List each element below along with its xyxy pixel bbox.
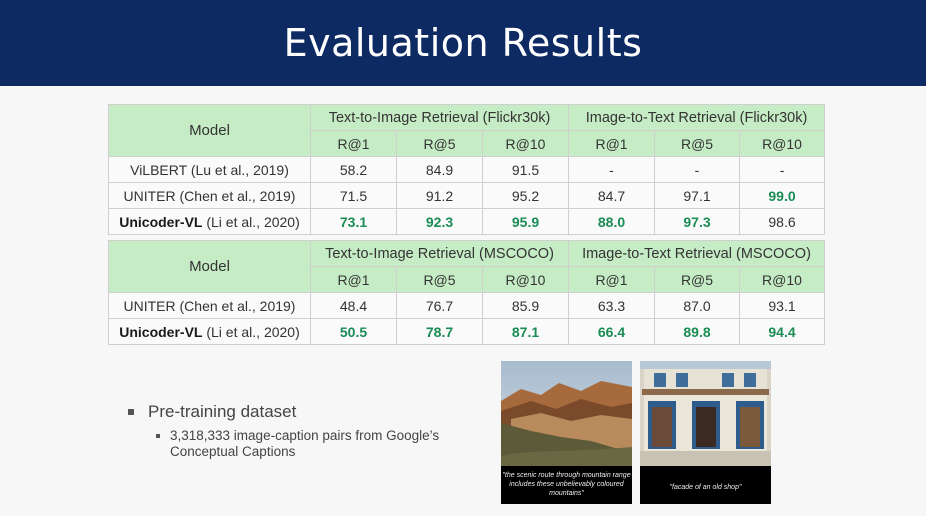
slide-title: Evaluation Results <box>283 21 643 65</box>
score-cell: 85.9 <box>483 293 569 319</box>
text-to-image-header: Text-to-Image Retrieval (MSCOCO) <box>311 241 569 267</box>
title-bar <box>0 0 926 86</box>
metric-header: R@1 <box>311 131 397 157</box>
model-column-header: Model <box>109 105 311 157</box>
model-name-rest: ViLBERT (Lu et al., 2019) <box>130 161 289 178</box>
score-cell: 93.1 <box>740 293 825 319</box>
text-to-image-header: Text-to-Image Retrieval (Flickr30k) <box>311 105 569 131</box>
model-name-rest: (Li et al., 2020) <box>202 323 300 340</box>
metric-header: R@1 <box>569 267 655 293</box>
sub-bullet-item <box>156 428 458 460</box>
mscoco-results-table <box>108 240 825 345</box>
best-score-cell: 94.4 <box>740 319 825 345</box>
image-caption: "the scenic route through mountain range includes these unbelievably coloured mountains" <box>502 472 631 497</box>
bullet-square-icon <box>156 434 160 438</box>
metric-header: R@1 <box>569 131 655 157</box>
score-cell: 48.4 <box>311 293 397 319</box>
metric-header: R@10 <box>483 267 569 293</box>
best-score-cell: 78.7 <box>397 319 483 345</box>
best-score-cell: 66.4 <box>569 319 655 345</box>
metric-header: R@5 <box>397 131 483 157</box>
model-name-rest: UNITER (Chen et al., 2019) <box>123 187 296 204</box>
score-cell: - <box>740 157 825 183</box>
image-caption: "facade of an old shop" <box>669 484 742 491</box>
score-cell: 97.1 <box>655 183 740 209</box>
mountain-example-image <box>501 361 632 504</box>
model-name-rest: UNITER (Chen et al., 2019) <box>123 297 296 314</box>
mountain-photo <box>501 361 632 466</box>
score-cell: 87.0 <box>655 293 740 319</box>
model-name-cell <box>109 209 311 235</box>
sub-bullet-text: 3,318,333 image-caption pairs from Google’s Conceptual Captions <box>170 428 440 459</box>
best-score-cell: 95.9 <box>483 209 569 235</box>
score-cell: 91.2 <box>397 183 483 209</box>
score-cell: 71.5 <box>311 183 397 209</box>
bullet-list <box>128 402 458 460</box>
image-to-text-header: Image-to-Text Retrieval (Flickr30k) <box>569 105 825 131</box>
score-cell: 84.9 <box>397 157 483 183</box>
bullet-text: Pre-training dataset <box>148 402 297 421</box>
metric-header: R@5 <box>655 267 740 293</box>
score-cell: - <box>655 157 740 183</box>
metric-header: R@10 <box>483 131 569 157</box>
model-name-bold: Unicoder-VL <box>119 213 203 230</box>
model-name-cell <box>109 157 311 183</box>
metric-header: R@10 <box>740 267 825 293</box>
flickr30k-results-table <box>108 104 825 235</box>
metric-header: R@5 <box>397 267 483 293</box>
model-name-bold: Unicoder-VL <box>119 323 203 340</box>
score-cell: 98.6 <box>740 209 825 235</box>
model-name-cell <box>109 183 311 209</box>
metric-header: R@1 <box>311 267 397 293</box>
table-row <box>109 183 825 209</box>
table-row <box>109 293 825 319</box>
best-score-cell: 87.1 <box>483 319 569 345</box>
metric-header: R@10 <box>740 131 825 157</box>
model-name-rest: (Li et al., 2020) <box>202 213 300 230</box>
shop-example-image <box>640 361 771 504</box>
best-score-cell: 97.3 <box>655 209 740 235</box>
best-score-cell: 89.8 <box>655 319 740 345</box>
bullet-square-icon <box>128 409 134 415</box>
score-cell: 84.7 <box>569 183 655 209</box>
score-cell: - <box>569 157 655 183</box>
best-score-cell: 50.5 <box>311 319 397 345</box>
table-row <box>109 319 825 345</box>
score-cell: 58.2 <box>311 157 397 183</box>
shop-facade-photo <box>640 361 771 466</box>
table-row <box>109 209 825 235</box>
best-score-cell: 99.0 <box>740 183 825 209</box>
model-name-cell <box>109 293 311 319</box>
model-name-cell <box>109 319 311 345</box>
best-score-cell: 88.0 <box>569 209 655 235</box>
model-column-header: Model <box>109 241 311 293</box>
score-cell: 91.5 <box>483 157 569 183</box>
metric-header: R@5 <box>655 131 740 157</box>
score-cell: 95.2 <box>483 183 569 209</box>
table-row <box>109 157 825 183</box>
score-cell: 76.7 <box>397 293 483 319</box>
score-cell: 63.3 <box>569 293 655 319</box>
bullet-item <box>128 402 458 422</box>
best-score-cell: 92.3 <box>397 209 483 235</box>
best-score-cell: 73.1 <box>311 209 397 235</box>
image-to-text-header: Image-to-Text Retrieval (MSCOCO) <box>569 241 825 267</box>
